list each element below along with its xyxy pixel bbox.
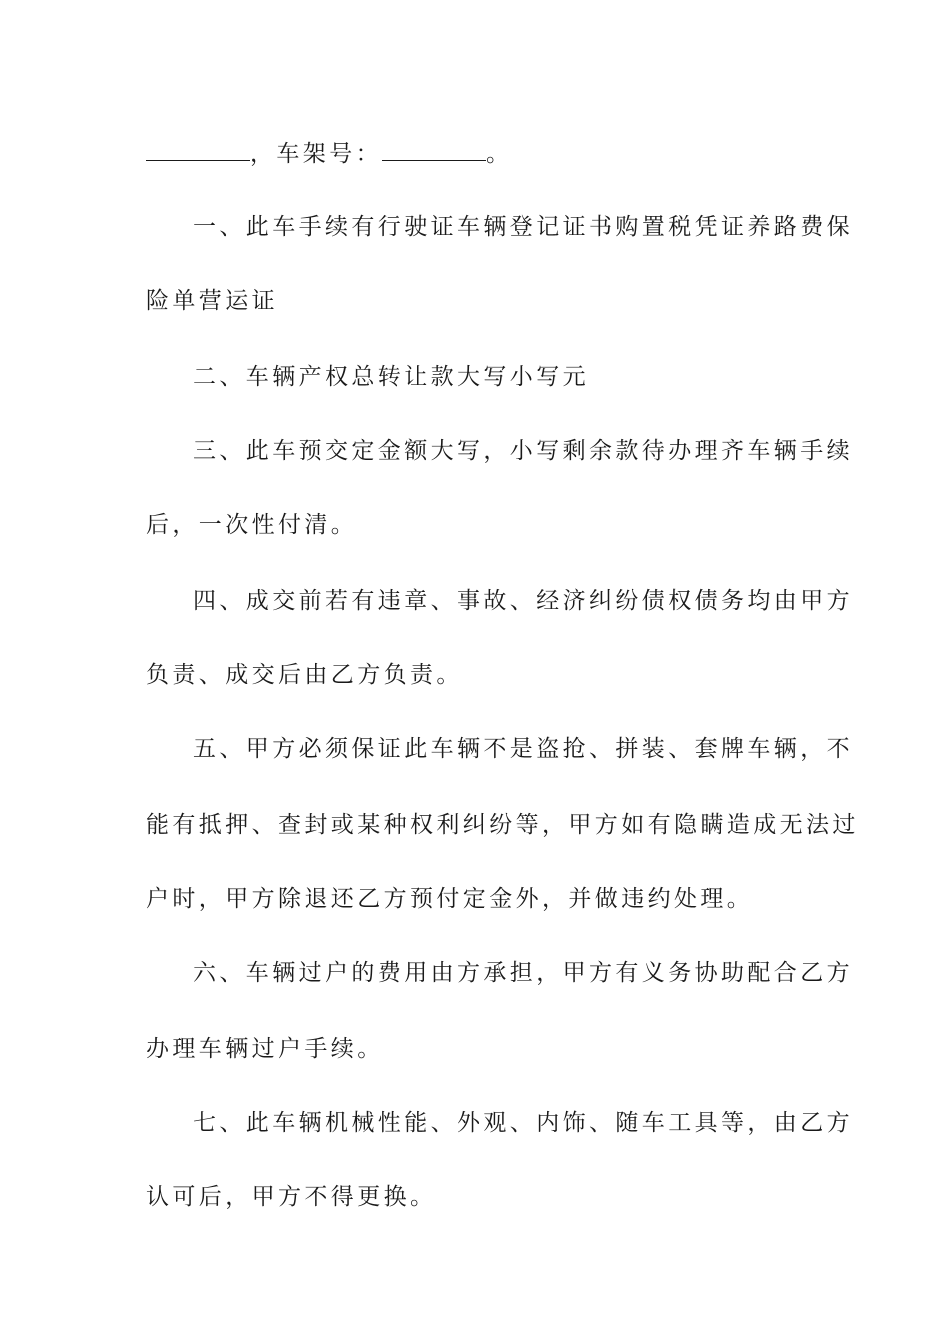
frame-number-label: ，车架号： [250, 141, 382, 167]
clause-7-line-2: 认可后，甲方不得更换。 [146, 1184, 437, 1210]
clause-6-line-1: 六、车辆过户的费用由方承担，甲方有义务协助配合乙方 [193, 960, 853, 986]
clause-4-line-1: 四、成交前若有违章、事故、经济纠纷债权债务均由甲方 [193, 588, 853, 614]
clause-7-line-1: 七、此车辆机械性能、外观、内饰、随车工具等，由乙方 [193, 1110, 853, 1136]
clause-5-line-3: 户时，甲方除退还乙方预付定金外，并做违约处理。 [146, 886, 754, 912]
vehicle-info-line [146, 138, 806, 169]
frame-number-blank[interactable] [382, 138, 486, 161]
clause-4-line-2: 负责、成交后由乙方负责。 [146, 662, 463, 688]
clause-5-line-1: 五、甲方必须保证此车辆不是盗抢、拼装、套牌车辆，不 [193, 736, 853, 762]
clause-2-line-1: 二、车辆产权总转让款大写小写元 [193, 364, 589, 390]
clause-1-line-2: 险单营运证 [146, 288, 278, 314]
engine-number-blank[interactable] [146, 138, 250, 161]
clause-3-line-1: 三、此车预交定金额大写，小写剩余款待办理齐车辆手续 [193, 438, 853, 464]
clause-1-line-1: 一、此车手续有行驶证车辆登记证书购置税凭证养路费保 [193, 214, 853, 240]
clause-3-line-2: 后，一次性付清。 [146, 512, 358, 538]
line-end-mark: 。 [486, 141, 513, 167]
clause-5-line-2: 能有抵押、查封或某种权利纠纷等，甲方如有隐瞒造成无法过 [146, 812, 859, 838]
clause-6-line-2: 办理车辆过户手续。 [146, 1036, 384, 1062]
